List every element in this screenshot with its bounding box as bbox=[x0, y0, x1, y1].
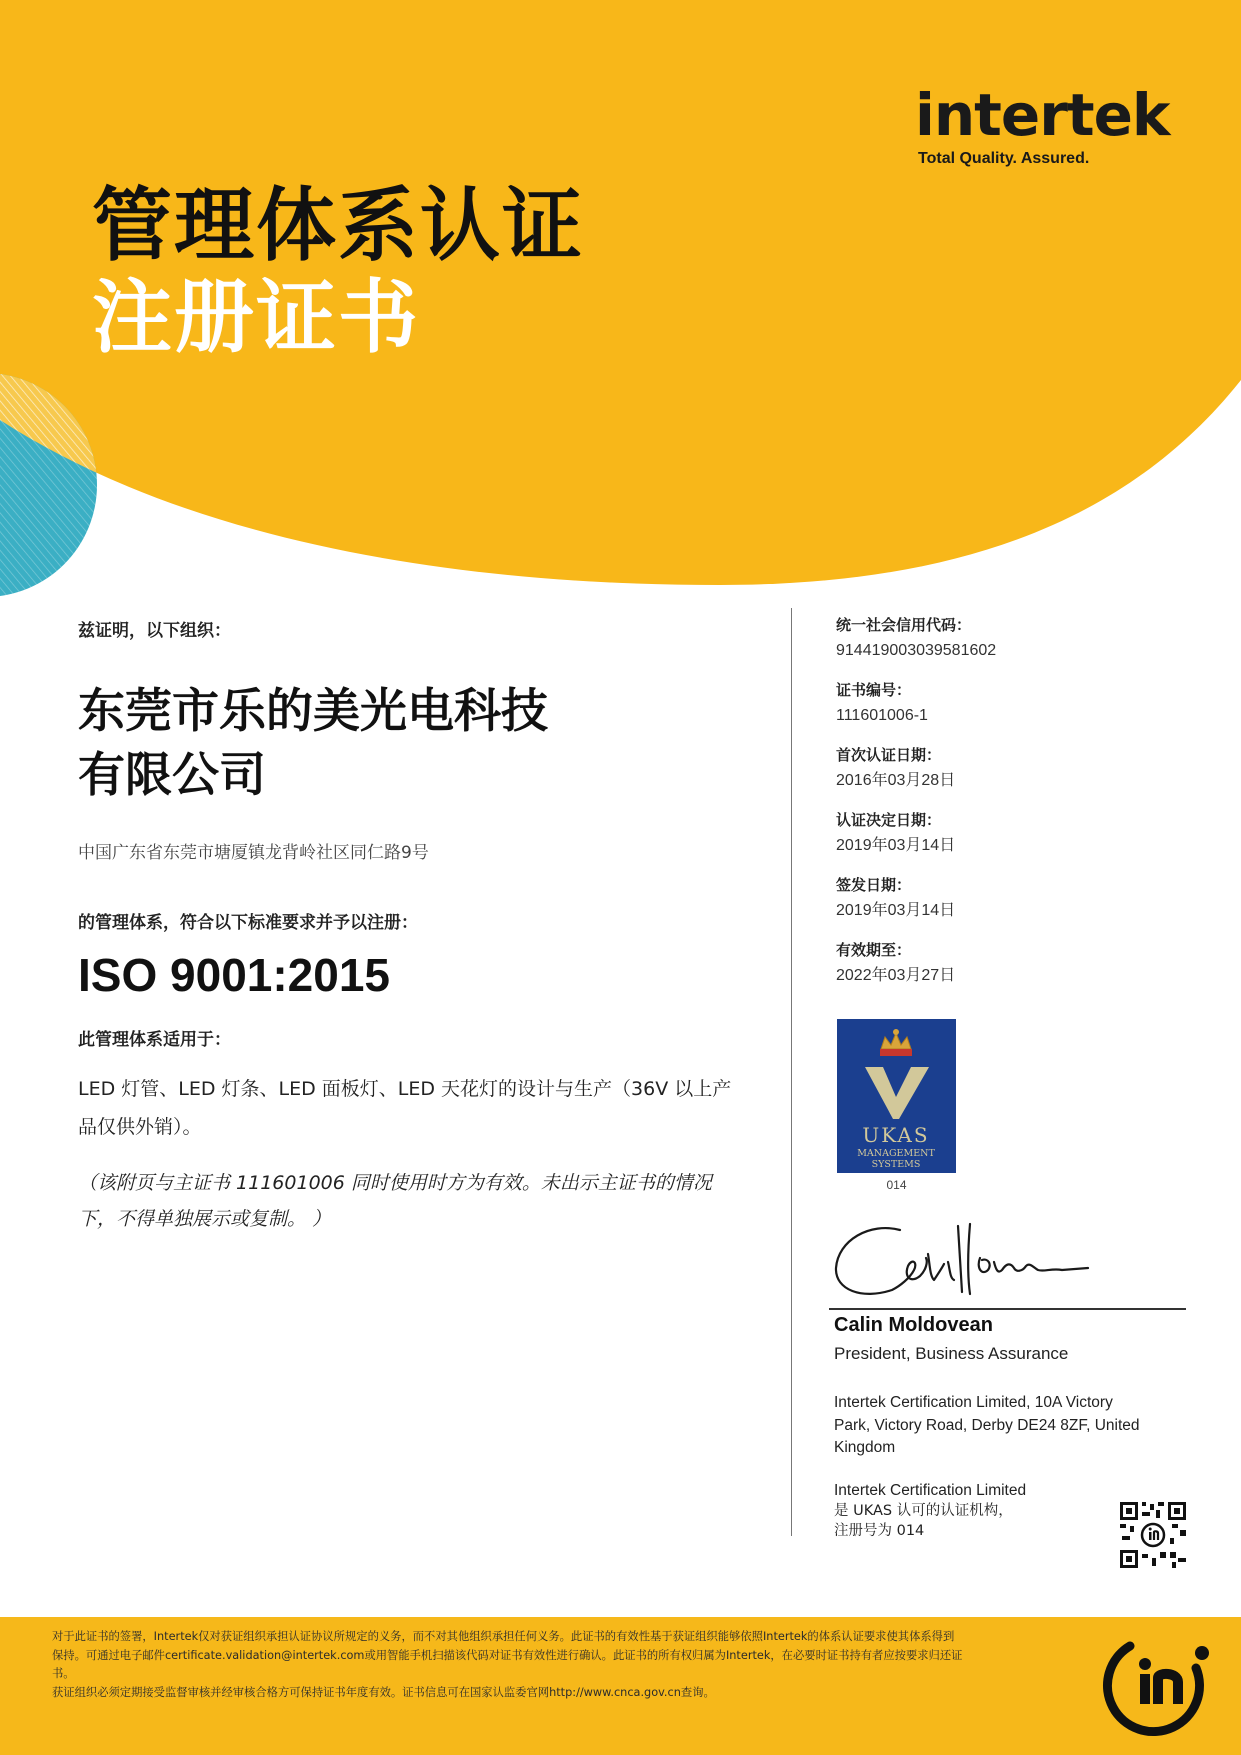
ukas-number: 014 bbox=[886, 1178, 907, 1192]
detail-label: 首次认证日期： bbox=[836, 746, 942, 764]
scope-text bbox=[78, 1070, 778, 1146]
detail-label: 签发日期： bbox=[836, 876, 912, 894]
validity-note bbox=[78, 1165, 778, 1237]
detail-initial-date bbox=[836, 742, 1196, 807]
certificate-details bbox=[836, 612, 1196, 1002]
detail-value: 914419003039581602 bbox=[836, 642, 997, 659]
title-line-1: 管理体系认证 bbox=[92, 179, 584, 272]
signer-title: President, Business Assurance bbox=[834, 1344, 1069, 1363]
issuer-address bbox=[834, 1392, 1164, 1460]
intertek-in-icon bbox=[1100, 1628, 1212, 1740]
detail-certificate-number bbox=[836, 677, 1196, 742]
standard-name: ISO 9001:2015 bbox=[78, 949, 391, 1001]
detail-expiry-date bbox=[836, 937, 1196, 1002]
detail-label: 有效期至： bbox=[836, 941, 912, 959]
detail-label: 认证决定日期： bbox=[836, 811, 942, 829]
accreditation-statement bbox=[834, 1481, 1094, 1541]
issuer-address-line-1: Intertek Certification Limited, 10A Victory bbox=[834, 1394, 1113, 1411]
detail-label: 证书编号： bbox=[836, 681, 912, 699]
detail-decision-date bbox=[836, 807, 1196, 872]
footer-line-1: 对于此证书的签署，Intertek仅对获证组织承担认证协议所规定的义务，而不对其他组织承担任何义务。此证书的有效性基于获证组织能够依照Intertek的体系认证要求使其体系得到 bbox=[52, 1630, 955, 1643]
accreditation-line-2: 是 UKAS 认可的认证机构， bbox=[834, 1503, 1013, 1519]
signer-name: Calin Moldovean bbox=[834, 1314, 993, 1336]
qr-code-icon[interactable] bbox=[1118, 1500, 1188, 1570]
detail-label: 统一社会信用代码： bbox=[836, 616, 972, 634]
title-line-2: 注册证书 bbox=[92, 271, 420, 364]
detail-value: 2019年03月14日 bbox=[836, 902, 956, 919]
scope-line-2: 品仅供外销）。 bbox=[78, 1116, 202, 1138]
logo-wordmark: intertek bbox=[915, 81, 1170, 149]
ukas-management-text: MANAGEMENT bbox=[857, 1148, 935, 1159]
company-name-line-2: 有限公司 bbox=[78, 748, 266, 803]
ukas-mark bbox=[837, 1019, 956, 1173]
issuer-address-line-2: Park, Victory Road, Derby DE24 8ZF, United bbox=[834, 1416, 1140, 1434]
detail-value: 2019年03月14日 bbox=[836, 837, 956, 854]
note-line-2: 下，不得单独展示或复制。 ） bbox=[78, 1208, 332, 1230]
accreditation-line-3: 注册号为 014 bbox=[834, 1523, 925, 1539]
scope-line-1: LED 灯管、LED 灯条、LED 面板灯、LED 天花灯的设计与生产（36V 以上产 bbox=[78, 1078, 732, 1100]
accreditation-line-1: Intertek Certification Limited bbox=[834, 1482, 1027, 1499]
footer-line-4: 获证组织必须定期接受监督审核并经审核合格方可保持证书年度有效。证书信息可在国家认监委官网http://www.cnca.gov.cn查询。 bbox=[52, 1685, 715, 1699]
company-name-line-1: 东莞市乐的美光电科技 bbox=[78, 684, 548, 739]
detail-issue-date bbox=[836, 872, 1196, 937]
note-line-1: （该附页与主证书 111601006 同时使用时方为有效。未出示主证书的情况 bbox=[78, 1172, 712, 1194]
signature-image bbox=[830, 1218, 1110, 1308]
crown-tick-icon bbox=[837, 1019, 956, 1173]
detail-value: 111601006-1 bbox=[836, 707, 928, 724]
footer-line-3: 书。 bbox=[52, 1667, 75, 1680]
ukas-systems-text: SYSTEMS bbox=[871, 1159, 921, 1170]
detail-credit-code bbox=[836, 612, 1196, 677]
company-name bbox=[78, 680, 698, 808]
company-address: 中国广东省东莞市塘厦镇龙背岭社区同仁路9号 bbox=[78, 843, 429, 863]
detail-value: 2016年03月28日 bbox=[836, 772, 956, 789]
ukas-text: UKAS bbox=[862, 1123, 930, 1147]
footer-disclaimer bbox=[52, 1628, 1062, 1702]
logo-tagline: Total Quality. Assured. bbox=[918, 150, 1090, 167]
scope-label: 此管理体系适用于： bbox=[78, 1030, 231, 1050]
intro-text: 兹证明，以下组织： bbox=[78, 621, 231, 641]
conformity-text: 的管理体系，符合以下标准要求并予以注册： bbox=[78, 913, 418, 933]
issuer-address-line-3: Kingdom bbox=[834, 1439, 896, 1456]
signature-line bbox=[829, 1308, 1186, 1310]
intertek-logo bbox=[915, 81, 1170, 168]
footer-line-2: 保持。可通过电子邮件certificate.validation@intertek.com或用智能手机扫描该代码对证书有效性进行确认。此证书的所有权归属为Intertek，在必要时证书持有者应按要求归还证 bbox=[52, 1648, 963, 1662]
column-divider bbox=[791, 608, 792, 1536]
detail-value: 2022年03月27日 bbox=[836, 967, 956, 984]
